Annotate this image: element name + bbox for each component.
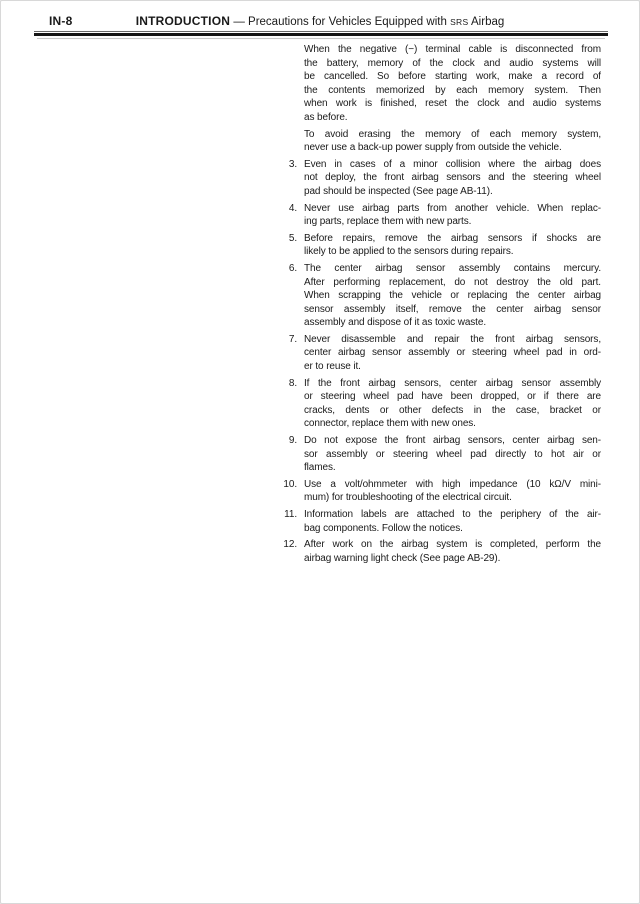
item-number: 6.	[288, 262, 297, 274]
text-line: Never use airbag parts from another vehicle. When replac-	[304, 202, 601, 214]
precautions-list	[278, 43, 601, 568]
item-text	[304, 434, 601, 475]
item-text	[304, 202, 601, 229]
text-line: likely to be applied to the sensors during repairs.	[304, 246, 514, 258]
list-item	[278, 538, 601, 565]
text-line: To avoid erasing the memory of each memory system,	[304, 128, 601, 140]
item-text	[304, 43, 601, 125]
list-item	[278, 508, 601, 535]
text-line: airbag warning light check (See page AB-29).	[304, 552, 501, 564]
text-line: assembly and dispose of it as toxic waste.	[304, 317, 487, 329]
title-end: Airbag	[471, 16, 505, 28]
text-line: Before repairs, remove the airbag sensors if shocks are	[304, 232, 601, 244]
text-line: be cancelled. So before starting work, make a record of	[304, 71, 601, 83]
text-line: When scrapping the vehicle or replacing the center airbag	[304, 290, 601, 302]
text-line: When the negative (−) terminal cable is disconnected from	[304, 44, 601, 55]
text-line: not deploy, the front airbag sensors and the steering wheel	[304, 172, 601, 184]
list-item	[278, 158, 601, 199]
text-line: or steering wheel pad have been dropped, or if there are	[304, 391, 601, 403]
text-line: flames.	[304, 462, 336, 474]
text-line: bag components. Follow the notices.	[304, 522, 463, 534]
item-text	[304, 377, 601, 431]
text-line: sensor assembly itself, remove the center airbag sensor	[304, 303, 601, 315]
text-line: Use a volt/ohmmeter with high impedance (10 kΩ/V mini-	[304, 478, 601, 490]
text-line: as before.	[304, 111, 348, 123]
item-text	[304, 128, 601, 155]
item-number: 8.	[288, 377, 297, 389]
text-line: when work is finished, reset the clock and audio systems	[304, 98, 601, 110]
text-line: Never disassemble and repair the front airbag sensors,	[304, 333, 601, 345]
text-line: center airbag sensor assembly or steering wheel pad in ord-	[304, 347, 601, 359]
text-line: The center airbag sensor assembly contains mercury.	[304, 262, 601, 274]
page-header	[1, 14, 639, 32]
item-text	[304, 333, 601, 374]
text-line: ing parts, replace them with new parts.	[304, 216, 472, 228]
text-line: mum) for troubleshooting of the electrical circuit.	[304, 492, 512, 504]
text-line: Information labels are attached to the periphery of the air-	[304, 509, 601, 520]
text-line: the contents memorized by each memory system. Then	[304, 84, 601, 96]
item-number: 12.	[283, 539, 297, 551]
paragraph	[278, 128, 601, 155]
page-title	[1, 14, 639, 28]
text-line: connector, replace them with new ones.	[304, 418, 476, 430]
item-number: 5.	[288, 232, 297, 244]
title-dash: —	[233, 16, 245, 28]
item-text	[304, 538, 601, 565]
text-line: Even in cases of a minor collision where the airbag does	[304, 158, 601, 170]
header-rule-thick	[34, 33, 608, 36]
text-line: the battery, memory of the clock and audio systems will	[304, 57, 601, 69]
text-line: er to reuse it.	[304, 361, 361, 373]
text-line: Do not expose the front airbag sensors, center airbag sen-	[304, 435, 601, 447]
item-number: 10.	[283, 478, 297, 490]
list-item	[278, 232, 601, 259]
text-line: After performing replacement, do not destroy the old part.	[304, 276, 601, 288]
item-text	[304, 232, 601, 259]
title-text: Precautions for Vehicles Equipped with	[248, 16, 447, 28]
item-number: 7.	[288, 333, 297, 345]
text-line: If the front airbag sensors, center airbag sensor assembly	[304, 377, 601, 389]
list-item	[278, 202, 601, 229]
item-number: 3.	[288, 158, 297, 170]
text-line: pad should be inspected (See page AB-11).	[304, 185, 493, 197]
header-rule-shadow	[37, 38, 605, 39]
item-text	[304, 262, 601, 330]
item-text	[304, 508, 601, 535]
header-rule-thin	[34, 31, 608, 32]
item-number: 11.	[284, 509, 297, 520]
list-item	[278, 478, 601, 505]
list-item	[278, 333, 601, 374]
paragraph	[278, 43, 601, 125]
list-item	[278, 262, 601, 330]
item-number	[278, 128, 297, 155]
text-line: never use a back-up power supply from outside the vehicle.	[304, 142, 562, 154]
page-number: IN-8	[49, 14, 73, 28]
item-number	[278, 43, 297, 125]
text-line: cracks, dents or other defects in the case, bracket or	[304, 404, 601, 416]
text-line: sor assembly or steering wheel pad directly to hot air or	[304, 448, 601, 460]
item-number: 9.	[288, 435, 297, 447]
item-text	[304, 158, 601, 199]
list-item	[278, 377, 601, 431]
item-text	[304, 478, 601, 505]
item-number: 4.	[288, 202, 297, 214]
text-line: After work on the airbag system is completed, perform the	[304, 539, 601, 551]
section-title: INTRODUCTION	[135, 14, 231, 28]
list-item	[278, 434, 601, 475]
title-srs-abbrev: SRS	[450, 17, 469, 27]
